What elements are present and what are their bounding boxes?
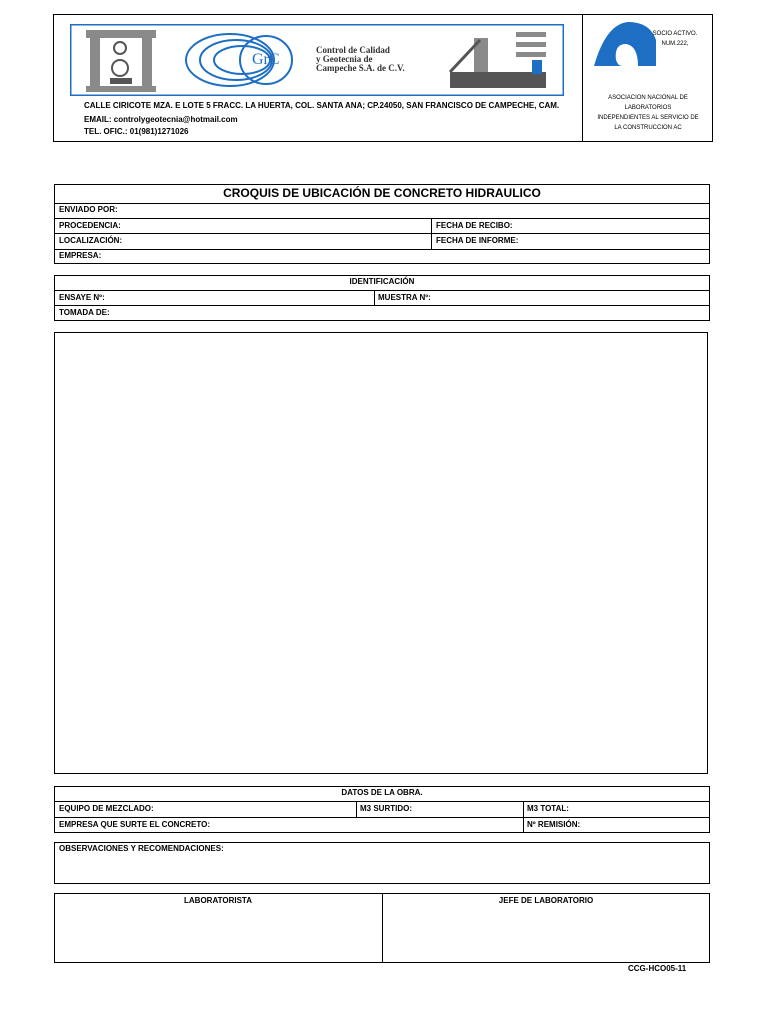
header-divider [582,14,583,142]
empresa-surte-field[interactable]: EMPRESA QUE SURTE EL CONCRETO: [59,820,210,829]
identification-title: IDENTIFICACIÓN [349,277,415,286]
fecha-recibo-field[interactable]: FECHA DE RECIBO: [436,221,513,230]
m3-total-field[interactable]: M3 TOTAL: [527,804,569,813]
laboratorista-signature[interactable]: LABORATORISTA [184,896,252,905]
document-code: CCG-HCO05-11 [628,964,687,973]
company-name-line-2: y Geotecnia de [316,54,373,64]
ensaye-field[interactable]: ENSAYE Nº: [59,293,105,302]
m3-surtido-field[interactable]: M3 SURTIDO: [360,804,412,813]
company-address: CALLE CIRICOTE MZA. E LOTE 5 FRACC. LA HUERTA, COL. SANTA ANA; CP.24050, SAN FRANCISCO DE CAMPECHE, CAM. [84,101,560,110]
localizacion-field[interactable]: LOCALIZACIÓN: [59,236,123,245]
procedencia-field[interactable]: PROCEDENCIA: [59,221,121,230]
company-phone: TEL. OFIC.: 01(981)1271026 [84,127,189,136]
sketch-area[interactable] [54,332,708,774]
form-title: CROQUIS DE UBICACIÓN DE CONCRETO HIDRAULICO [223,186,541,200]
company-email: EMAIL: controlygeotecnia@hotmail.com [84,115,238,124]
enviado-por-field[interactable]: ENVIADO POR: [59,205,118,214]
no-remision-field[interactable]: Nº REMISIÓN: [527,820,581,829]
jefe-laboratorio-signature[interactable]: JEFE DE LABORATORIO [498,896,594,905]
association-name: ASOCIACION NACIONAL DE LABORATORIOS INDEPENDIENTES AL SERVICIO DE LA CONSTRUCCION AC [597,95,699,131]
tomada-de-field[interactable]: TOMADA DE: [59,308,110,317]
empresa-field[interactable]: EMPRESA: [59,251,102,260]
project-data-title: DATOS DE LA OBRA. [341,788,423,797]
observations-label: OBSERVACIONES Y RECOMENDACIONES: [59,844,224,853]
equipo-mezclado-field[interactable]: EQUIPO DE MEZCLADO: [59,804,154,813]
company-name-line-1: Control de Calidad [316,45,390,55]
fecha-informe-field[interactable]: FECHA DE INFORME: [436,236,519,245]
logo-monogram: GrC [252,51,280,68]
partner-status: SOCIO ACTIVO. [652,31,698,37]
company-logo [70,24,564,96]
muestra-field[interactable]: MUESTRA Nº: [378,293,431,302]
partner-number: NUM.222, [661,41,689,47]
company-name-line-3: Campeche S.A. de C.V. [316,63,405,73]
